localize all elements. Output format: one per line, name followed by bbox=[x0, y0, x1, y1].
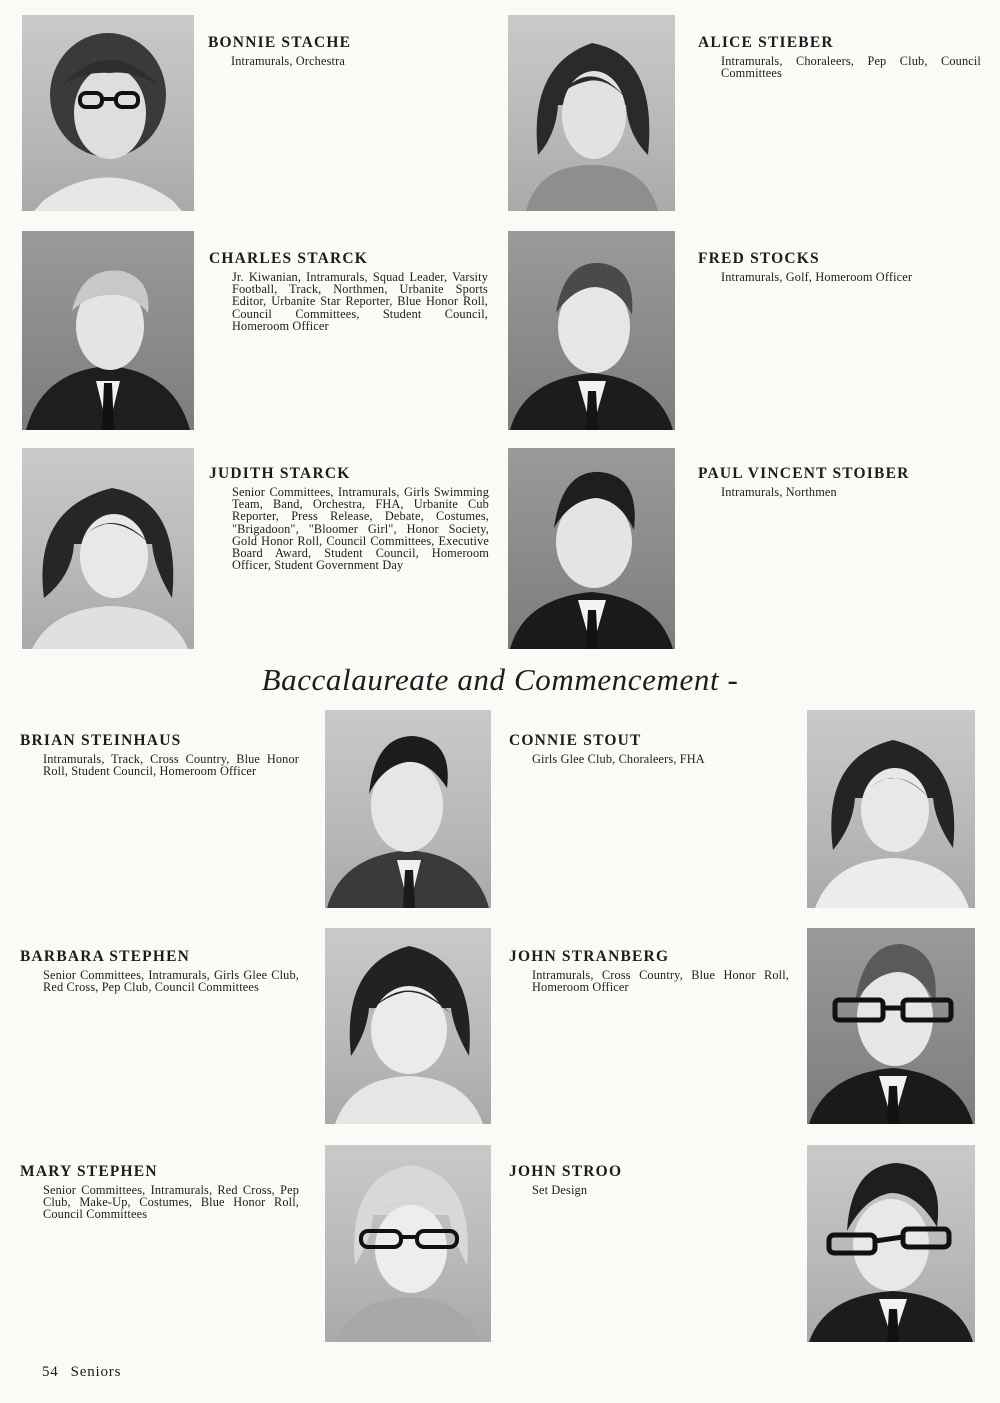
portrait-barbara-stephen bbox=[325, 928, 491, 1124]
section-heading: Baccalaureate and Commencement - bbox=[261, 662, 739, 697]
section-label: Seniors bbox=[70, 1364, 122, 1380]
student-activities: Intramurals, Northmen bbox=[721, 485, 837, 499]
portrait-paul-vincent-stoiber bbox=[508, 448, 675, 649]
entry-bonnie-stache bbox=[208, 34, 493, 67]
student-name: PAUL VINCENT STOIBER bbox=[698, 465, 910, 482]
student-name: JUDITH STARCK bbox=[209, 465, 351, 482]
student-name: BONNIE STACHE bbox=[208, 34, 352, 51]
student-activities: Intramurals, Choraleers, Pep Club, Council Committees bbox=[721, 54, 981, 81]
entry-charles-starck bbox=[209, 250, 488, 332]
student-name: MARY STEPHEN bbox=[20, 1163, 158, 1180]
entry-connie-stout bbox=[509, 732, 788, 765]
portrait-john-stranberg bbox=[807, 928, 975, 1124]
portrait-charles-starck bbox=[22, 231, 194, 430]
portrait-brian-steinhaus bbox=[325, 710, 491, 908]
entry-john-stroo bbox=[509, 1163, 788, 1196]
student-activities: Set Design bbox=[532, 1183, 588, 1197]
page-footer bbox=[42, 1364, 121, 1381]
student-name: JOHN STROO bbox=[509, 1163, 623, 1180]
student-activities: Senior Committees, Intramurals, Girls Glee Club, Red Cross, Pep Club, Council Committees bbox=[43, 968, 299, 995]
portrait-john-stroo bbox=[807, 1145, 975, 1342]
student-activities: Girls Glee Club, Choraleers, FHA bbox=[532, 752, 705, 766]
portrait-connie-stout bbox=[807, 710, 975, 908]
student-name: FRED STOCKS bbox=[698, 250, 820, 267]
entry-john-stranberg bbox=[509, 948, 789, 993]
entry-barbara-stephen bbox=[20, 948, 299, 993]
student-activities: Senior Committees, Intramurals, Red Cross, Pep Club, Make-Up, Costumes, Blue Honor Roll, Council Committees bbox=[43, 1183, 299, 1222]
student-activities: Intramurals, Cross Country, Blue Honor Roll, Homeroom Officer bbox=[532, 968, 789, 995]
entry-fred-stocks bbox=[698, 250, 981, 283]
student-activities: Intramurals, Golf, Homeroom Officer bbox=[721, 270, 913, 284]
student-name: ALICE STIEBER bbox=[698, 34, 834, 51]
entry-paul-vincent-stoiber bbox=[698, 465, 981, 498]
student-activities: Intramurals, Track, Cross Country, Blue Honor Roll, Student Council, Homeroom Officer bbox=[43, 752, 299, 779]
student-name: CONNIE STOUT bbox=[509, 732, 642, 749]
entry-brian-steinhaus bbox=[20, 732, 299, 777]
portrait-alice-stieber bbox=[508, 15, 675, 211]
portrait-bonnie-stache bbox=[22, 15, 194, 211]
portrait-judith-starck bbox=[22, 448, 194, 649]
student-name: BRIAN STEINHAUS bbox=[20, 732, 182, 749]
page-number: 54 bbox=[42, 1364, 59, 1380]
entry-mary-stephen bbox=[20, 1163, 299, 1221]
portrait-fred-stocks bbox=[508, 231, 675, 430]
portrait-mary-stephen bbox=[325, 1145, 491, 1342]
student-name: CHARLES STARCK bbox=[209, 250, 369, 267]
student-name: BARBARA STEPHEN bbox=[20, 948, 191, 965]
student-name: JOHN STRANBERG bbox=[509, 948, 670, 965]
student-activities: Intramurals, Orchestra bbox=[231, 54, 345, 68]
entry-judith-starck bbox=[209, 465, 489, 571]
student-activities: Senior Committees, Intramurals, Girls Swimming Team, Band, Orchestra, FHA, Urbanite Cub Reporter, Press Release, Debate, Costumes, "Brigadoon", "Bloomer Girl", Honor Society, Gold Honor Roll, Council Committees, Executive Board Award, Student Council, Homeroom Officer, Student Government Day bbox=[232, 485, 489, 573]
student-activities: Jr. Kiwanian, Intramurals, Squad Leader, Varsity Football, Track, Northmen, Urbanite Sports Editor, Urbanite Star Reporter, Blue Honor Roll, Council Committees, Student Council, Homeroom Officer bbox=[232, 270, 488, 333]
entry-alice-stieber bbox=[698, 34, 981, 79]
